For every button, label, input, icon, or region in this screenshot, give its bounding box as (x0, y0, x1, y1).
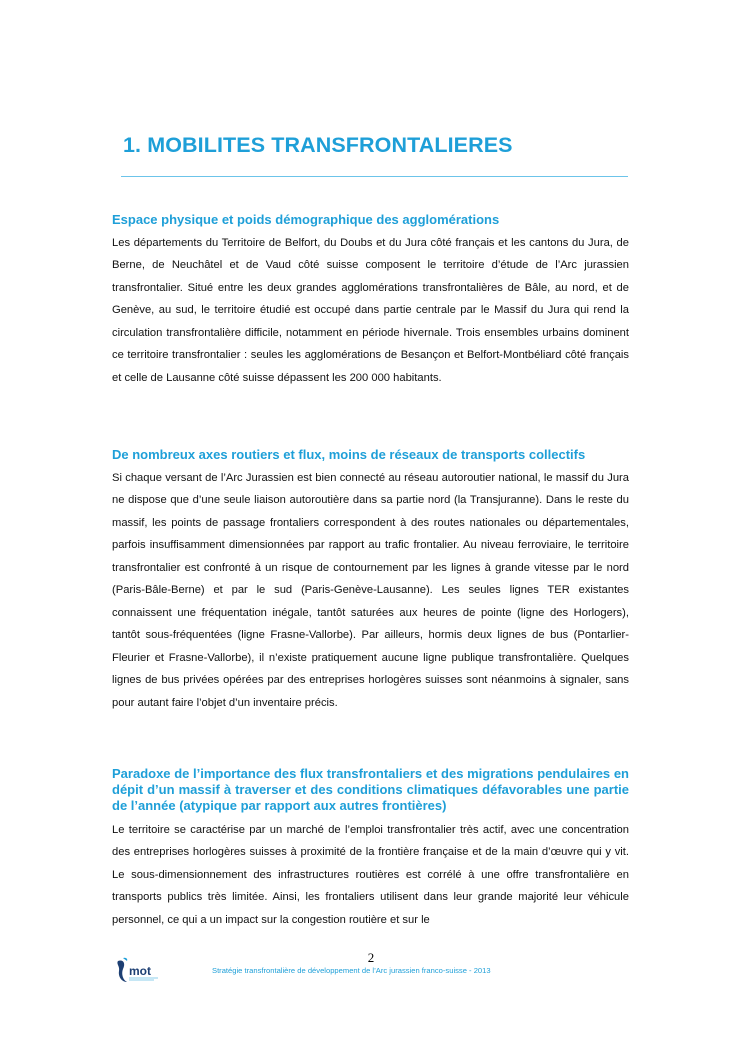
mot-logo (114, 955, 162, 985)
section-road-axes (112, 447, 629, 714)
section-paradox (112, 766, 629, 931)
svg-text:mot: mot (129, 964, 151, 978)
section-heading: Paradoxe de l’importance des flux transfrontaliers et des migrations pendulaires en dépit d’un massif à traverser et des conditions climatiques défavorables une partie de l’année (atypique par rapport aux autres frontières) (112, 766, 629, 813)
section-heading: Espace physique et poids démographique des agglomérations (112, 212, 500, 227)
section-heading: De nombreux axes routiers et flux, moins de réseaux de transports collectifs (112, 447, 586, 462)
section-demographics (112, 212, 629, 389)
section-body: Si chaque versant de l’Arc Jurassien est bien connecté au réseau autoroutier national, le massif du Jura ne dispose que d’une seule liaison autoroutière dans sa partie nord (la Transjuranne). Dans le reste du massif, les points de passage frontaliers correspondent à des routes nationales ou départementales, parfois insuffisamment dimensionnées par rapport au trafic frontalier. Au niveau ferroviaire, le territoire transfrontalier est confronté à un risque de contournement par les lignes à grande vitesse par le nord (Paris-Bâle-Berne) et par le sud (Paris-Genève-Lausanne). Les seules lignes TER existantes connaissent une fréquentation inégale, tantôt saturées aux heures de pointe (ligne des Horlogers), tantôt sous-fréquentées (ligne Frasne-Vallorbe). Par ailleurs, hormis deux lignes de bus (Pontarlier-Fleurier et Frasne-Vallorbe), il n’existe pratiquement aucune ligne publique transfrontalière. Quelques lignes de bus privées opérées par des entreprises horlogères suisses sont néanmoins à signaler, sans pour autant faire l’objet d’un inventaire précis. (112, 472, 629, 709)
section-body: Les départements du Territoire de Belfort, du Doubs et du Jura côté français et les cantons du Jura, de Berne, de Neuchâtel et de Vaud côté suisse composent le territoire d’étude de l’Arc jurassien transfrontalier. Situé entre les deux grandes agglomérations transfrontalières de Bâle, au nord, et de Genève, au sud, le territoire étudié est occupé dans partie centrale par le Massif du Jura qui rend la circulation transfrontalière difficile, notamment en période hivernale. Trois ensembles urbains dominent ce territoire transfrontalier : seules les agglomérations de Besançon et Belfort-Montbéliard côté français et celle de Lausanne côté suisse dépassent les 200 000 habitants. (112, 237, 629, 384)
page-title: 1. MOBILITES TRANSFRONTALIERES (123, 133, 513, 157)
section-body: Le territoire se caractérise par un marché de l’emploi transfrontalier très actif, avec une concentration des entreprises horlogères suisses à proximité de la frontière française et de la main d’œuvre qui y vit. Le sous-dimensionnement des infrastructures routières est corrélé à une offre transfrontalière en transports publics très limitée. Ainsi, les frontaliers utilisent dans leur grande majorité leur véhicule personnel, ce qui a un impact sur la congestion routière et sur le (112, 824, 629, 926)
footer-caption: Stratégie transfrontalière de développement de l’Arc jurassien franco-suisse - 2013 (212, 966, 491, 975)
title-divider (121, 176, 628, 177)
page-number: 2 (367, 950, 375, 965)
